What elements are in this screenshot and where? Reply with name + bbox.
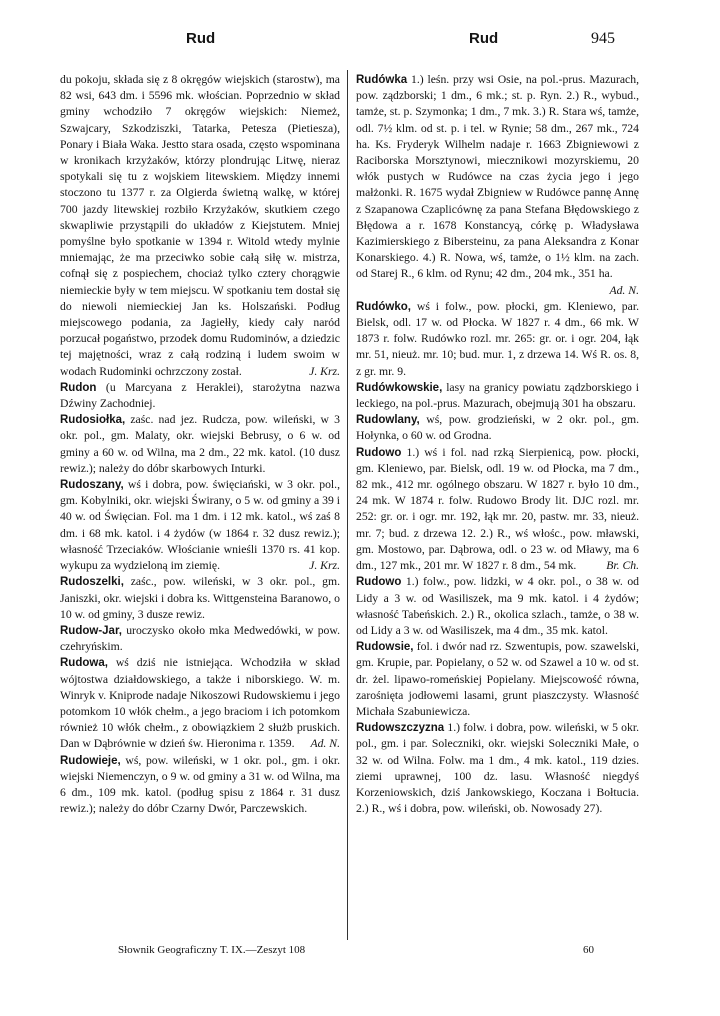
entry-text: fol. i dwór nad rz. Szwentupis, pow. szawelski, gm. Krupie, par. Popielany, o 52 w. od Szawel a 10 w. od st. dr. żel. lipawo-romeńskiej Popielany. Miejscowość równa, zarośnięta jodłowemi lasami, grunt piaszczysty. Własność Michała Szabuniewicza. [356,640,639,718]
entry-headword: Rudowo [356,446,402,459]
dictionary-entry [356,639,639,720]
left-column [60,72,340,817]
entry-headword: Rudowsie, [356,641,414,654]
entry-headword: Rudowo [356,576,402,589]
entry-headword: Rudosiołka, [60,414,126,427]
entry-text: wś i dobra, pow. święciański, w 3 okr. pol., gm. Kobylniki, okr. wiejski Świrany, o 5 w. od gminy a 39 i 40 w. od Święcian. Fol. ma 1 dm. i 12 mk. katol., wś zaś 8 dm. i 68 mk. katol. i 4 żydów (w 1864 r. 32 dusz rewiz.); własność Trzeciaków. Włościanie wnieśli 1370 rs. 41 kop. wykupu za wydzieloną im ziemię. [60,478,340,573]
entry-text: uroczysko około mka Medwedówki, w pow. czehryńskim. [60,623,340,654]
entry-headword: Rudoszany, [60,479,124,492]
entry-headword: Rudow-Jar, [60,624,122,637]
column-divider [347,70,348,940]
dictionary-entry [356,72,639,299]
entry-headword: Rudowlany, [356,414,420,427]
dictionary-entry [356,445,639,575]
dictionary-entry [60,574,340,623]
entry-text: du pokoju, składa się z 8 okręgów wiejskich (starostw), ma 82 wsi, 643 dm. i 5596 mk. włościan. Poprzednio w skład gminy wchodziło 7 okręgów wiejskich: Niemeż, Szwajcary, Szkodziszki, Tatarka, Petesza (Pietiesza), Ponary i Biała Waka. Jestto stara osada, często wspominana w kronikach krzyżaków, którzy plondrując Litwę, nieraz spotykali się tu z wojskiem litewskiem. Między innemi stoczono tu 1377 r. za Olgierda świetną walkę, w której 700 jazdy litewskiej rozbiło Krzyżaków, skutkiem czego skwapliwie przystąpili do układów z Kiejstutem. Mniej pomyślne było spotkanie w 1394 r. Witold wtedy mylnie mniemając, że ma przeciwko sobie całą siłę w. mistrza, cofnął się z pospiechem, chociaż tylko cztery chorągwie niemieckie były w tem miejscu. W spotkaniu tem dostał się do niewoli niemieckiej Jan ks. Holszański. Podług miejscowego podania, za Jagiełły, kiedy cały naród porzucał pogaństwo, przodek domu Rudominów, a dziedzic tej majętności, wraz z całą rodziną i ludem swoim w wodach Rudominki ochrzczony został. [60,73,340,378]
entry-headword: Rudówko, [356,300,411,313]
entry-text: wś, pow. wileński, w 1 okr. pol., gm. i okr. wiejski Niemenczyn, o 9 w. od gminy a 31 w. od Wilna, ma 6 dm., 109 mk. katol. (podług spisu z 1864 r. 31 dusz rewiz.); należy do dóbr Czarny Dwór, Parczewskich. [60,753,340,816]
header-left-catchword: Rud [186,30,216,47]
entry-headword: Rudoszelki, [60,576,124,589]
dictionary-entry [356,380,639,412]
entry-headword: Rudowa, [60,657,108,670]
entry-text: 1.) folw., pow. lidzki, w 4 okr. pol., o 38 w. od Lidy a 3 w. od Wasiliszek, ma 9 mk. katol. i 4 żydów; własność Tabeńskich. 2.) R., okolica szlach., tamże, o 38 w. od Lidy a 3 w. od Wasiliszek, ma 4 dm., 35 mk. katol. [356,575,640,637]
dictionary-entry [60,477,340,574]
entry-author-signature: J. Krz. [309,364,340,378]
page-header [0,30,720,50]
dictionary-entry [356,574,639,639]
dictionary-entry [60,753,340,818]
header-right-catchword: Rud [469,30,499,47]
entry-text: wś i folw., pow. płocki, gm. Kleniewo, par. Bielsk, odl. 17 w. od Płocka. W 1827 r. 4 dm., 66 mk. W 1873 r. folw. Rudówko rozl. mr. 265: gr. or. i ogr. 204, łąk mr. 51, nieuż. mr. 10; bud. mur. 1, z drzewa 14. Wś R. os. 8, z gr. mr. 9. [356,299,639,378]
dictionary-entry [356,412,639,444]
entry-text: wś dziś nie istniejąca. Wchodziła w skład wójtostwa działdowskiego, a także i niborskiego. W. m. Winryk v. Kniprode nadaje Nikoszowi Rudowskiemu i jego potomkom 10 włók chełm., a jego braciom i ich potomkom również 10 włók chełm., z obowiązkiem 2 służb pruskich. Dan w Dąbrównie w dzień św. Hieronima r. 1359. [60,656,340,751]
entry-text: 1.) wś i fol. nad rzką Sierpienicą, pow. płocki, gm. Kleniewo, par. Bielsk, odl. 19 w. od Płocka, ma 7 dm., 82 mk., 412 mr. ogólnego obszaru. W 1827 r. było 10 dm., 24 mk. W 1874 r. folw. Rudowo Brody lit. DJC rozl. mr. 252: gr. or. i ogr. mr. 192, łąk mr. 20, pastw. mr. 33, nieuż. mr. 7; bud. z drzewa 12. 2.) R., wś włośc., pow. mławski, gm. Mostowo, par. Dąbrowa, odl. o 23 w. od Mławy, ma 6 dm., 127 mk., 201 mr. W 1827 r. 8 dm., 54 mk. [356,445,640,573]
dictionary-entry [60,412,340,477]
entry-headword: Rudówka [356,74,408,86]
entry-headword: Rudowszczyzna [356,722,445,735]
entry-headword: Rudowieje, [60,754,121,767]
dictionary-entry [60,72,340,380]
page-number: 945 [591,30,615,47]
dictionary-entry [60,380,340,412]
right-column [356,72,639,817]
printer-sheet-number: 60 [583,944,594,956]
dictionary-entry [60,655,340,752]
dictionary-entry [60,623,340,655]
entry-headword: Rudówkowskie, [356,381,443,394]
entry-author-signature: J. Krz. [309,559,340,573]
entry-text: lasy na granicy powiatu ządzborskiego i leckiego, na pol.-prus. Mazurach, obejmują 301 ha obszaru. [356,380,639,411]
footer-signature: Słownik Geograficzny T. IX.—Zeszyt 108 [118,944,306,956]
entry-text: zaśc. nad jez. Rudcza, pow. wileński, w 3 okr. pol., gm. Malaty, okr. wiejski Bebrusy, o 6 w. od gminy a 60 w. od Wilna, ma 2 dm., 22 mk. katol. (10 dusz rewiz.); należy do dóbr skarbowych Inturki. [60,413,341,475]
entry-author-signature: Br. Ch. [606,559,639,573]
entry-text: zaśc., pow. wileński, w 3 okr. pol., gm. Janiszki, okr. wiejski i dobra ks. Wittgensteina Baranowo, o 10 w. od gminy, 3 dusze rewiz. [60,575,341,621]
entry-text: wś, pow. grodzieński, w 2 okr. pol., gm. Hołynka, o 60 w. od Grodna. [356,413,639,443]
dictionary-entry [356,299,639,380]
entry-text: (u Marcyana z Heraklei), starożytna nazwa Dźwiny Zachodniej. [60,380,341,411]
entry-text: 1.) leśn. przy wsi Osie, na pol.-prus. Mazurach, pow. ządzborski; 1 dm., 6 mk.; st. p. Ryn. 2.) R., wybud., tamże, st. p. Szymonka; 1 dm., 7 mk. 3.) R. Stara wś, tamże, odl. 7½ klm. od st. p. i tel. w Rynie; 58 dm., 267 mk., 724 ha. Ks. Fryderyk Wilhelm nadaje r. 1663 Zbigniewowi z Raciborska Morsztynowi, miecznikowi mozyrskiemu, 20 włók pustych w Rudówce na czas życia jego i jego małżonki. R. 1675 wydał Zbigniew w Rudówce pannę Annę z Szapanowa Czaplicównę za pana Stefana Błędowskiego z Błędowa a r. 1678 Konstancyą, córkę p. Władysława Kazimierskiego z Bibersteinu, za pana Aleksandra z Konar Konarskiego. 4.) R. Nowa, wś, tamże, o 1½ klm. na zach. od Starej R., 6 klm. od Rynu; 42 dm., 204 mk., 351 ha. [356,73,640,281]
entry-author-signature: Ad. N. [310,737,340,751]
entry-text: 1.) folw. i dobra, pow. wileński, w 5 okr. pol., gm. i par. Soleczniki, okr. wiejski Soleczniki Małe, o 32 w. od Wilna. Folw. ma 1 dm., 4 mk. katol., 119 dzies. ziemi uprawnej, 100 dz. lasu. Własność niegdyś Korzeniowskich, dziś Jankowskiego, Koczana i Bołtucia. 2.) R., wś i dobra, pow. wileński, ob. Nowosady 27). [356,721,639,816]
entry-headword: Rudon [60,381,97,394]
entry-author-signature: Ad. N. [609,283,639,297]
dictionary-entry [356,720,639,817]
